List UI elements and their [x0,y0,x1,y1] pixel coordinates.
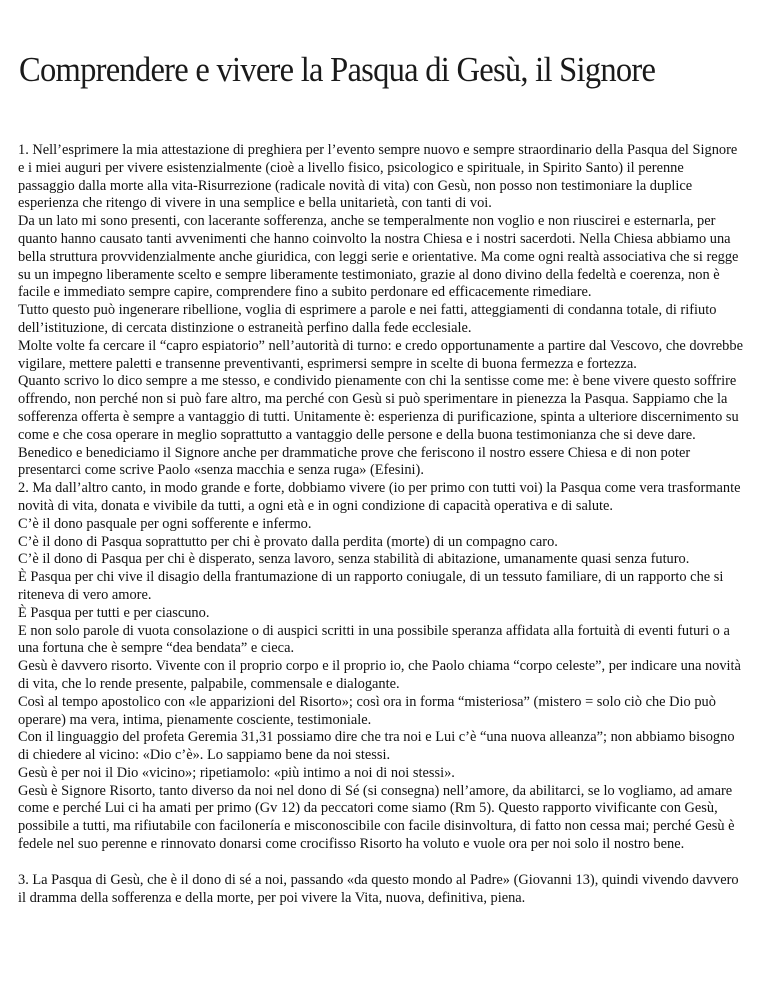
paragraph-14: Gesù è davvero risorto. Vivente con il proprio corpo e il proprio io, che Paolo chiama “corpo celeste”, per indicare una novità di vita, che lo rende presente, palpabile, commensale e dialogante. [18,658,741,692]
paragraph-gap [18,854,743,872]
paragraph-1: 1. Nell’esprimere la mia attestazione di preghiera per l’evento sempre nuovo e sempre straordinario della Pasqua del Signore e i miei auguri per vivere esistenzialmente (cioè a livello fisico, psicologico e spirituale, in Spirito Santo) il perenne passaggio dalla morte alla vita-Risurrezione (radicale novità di vita) con Gesù, non posso non testimoniare la duplice esperienza che ritengo di vivere in una semplice e bella unitarietà, con tanti di voi. [18,142,738,212]
document-body [18,142,743,907]
paragraph-8: C’è il dono pasquale per ogni sofferente e infermo. [18,515,312,532]
paragraph-7: 2. Ma dall’altro canto, in modo grande e forte, dobbiamo vivere (io per primo con tutti voi) la Pasqua come vera trasformante novità di vita, donata e vivibile da tutti, a ogni età e in ogni condizione di capacità operativa e di salute. [18,480,741,514]
document-title: Comprendere e vivere la Pasqua di Gesù, il Signore [19,50,656,89]
paragraph-17: Gesù è per noi il Dio «vicino»; ripetiamolo: «più intimo a noi di noi stessi». [18,764,455,781]
paragraph-11: È Pasqua per chi vive il disagio della frantumazione di un rapporto coniugale, di un tessuto familiare, di un rapporto che si riteneva di vero amore. [18,569,724,603]
paragraph-13: E non solo parole di vuota consolazione o di auspici scritti in una possibile speranza affidata alla fortuità di eventi futuri o a una fortuna che è sempre “dea bendata” e cieca. [18,622,730,657]
paragraph-18: Gesù è Signore Risorto, tanto diverso da noi nel dono di Sé (si consegna) nell’amore, da abilitarci, se lo vogliamo, ad amare come e perché Lui ci ha amati per primo (Gv 12) da peccatori come siamo (Rm 5). Questo rapporto vivificante con Gesù, possibile a tutti, ma rifiutabile con facilonería e misconoscibile con facile disinvoltura, di fatto non cessa mai; perché Gesù è fedele nel suo perenne e rinnovato donarsi come crocifisso Risorto ha voluto e vuole ora per noi solo il nostro bene. [18,782,735,853]
paragraph-9: C’è il dono di Pasqua soprattutto per chi è provato dalla perdita (morte) di un compagno caro. [18,533,558,550]
paragraph-10: C’è il dono di Pasqua per chi è disperato, senza lavoro, senza stabilità di abitazione, umanamente quasi senza futuro. [18,551,690,568]
paragraph-2: Da un lato mi sono presenti, con lacerante sofferenza, anche se temperalmente non voglio e non riuscirei e esternarla, per quanto hanno causato tanti avvenimenti che hanno coinvolto la nostra Chiesa e i nostri sacerdoti. Nella Chiesa abbiamo una bella struttura provvidenzialmente anche giuridica, con leggi serie e orientative. Ma come ogni realtà associativa che si regge su un impegno liberamente scelto e sempre liberamente testimoniato, grazie al dono divino della fedeltà e coerenza, non è facile e immediato sempre capire, comprendere fino a subito perdonare ed efficacemente rimediare. [18,213,739,301]
paragraph-16: Con il linguaggio del profeta Geremia 31,31 possiamo dire che tra noi e Lui c’è “una nuova alleanza”; non abbiamo bisogno di chiedere al vicino: «Dio c’è». Lo sappiamo bene da noi stessi. [18,729,735,764]
paragraph-4: Molte volte fa cercare il “capro espiatorio” nell’autorità di turno: e credo opportunamente a partire dal Vescovo, che dovrebbe vigilare, mettere paletti e transenne preventivanti, esprimersi sempre in scelte di buona fermezza e fortezza. [18,337,743,372]
paragraph-15: Così al tempo apostolico con «le apparizioni del Risorto»; così ora in forma “misteriosa” (mistero = solo ciò che Dio può operare) ma vera, intima, pienamente cosciente, testimoniale. [18,693,716,728]
paragraph-12: È Pasqua per tutti e per ciascuno. [18,604,210,621]
paragraph-6: Benedico e benediciamo il Signore anche per drammatiche prove che feriscono il nostro essere Chiesa e di non poter presentarci come scrive Paolo «senza macchia e senza ruga» (Efesini). [18,444,691,479]
paragraph-5: Quanto scrivo lo dico sempre a me stesso, e condivido pienamente con chi la sentisse come me: è bene vivere questo soffrire offrendo, non perché non si può fare altro, ma perché con Gesù si può sperimentare in pienezza la Pasqua. Sappiamo che la sofferenza offerta è sempre a vantaggio di tutti. Unitamente è: esperienza di purificazione, spinta a ulteriore discernimento su come e che cosa operare in meglio soprattutto a vantaggio delle persone e della buona testimonianza che si deve dare. [18,373,739,443]
paragraph-3: Tutto questo può ingenerare ribellione, voglia di esprimere a parole e nei fatti, atteggiamenti di condanna totale, di rifiuto dell’istituzione, di cercata distinzione o estraneità perfino dalla fede ecclesiale. [18,302,717,336]
paragraph-19: 3. La Pasqua di Gesù, che è il dono di sé a noi, passando «da questo mondo al Padre» (Giovanni 13), quindi vivendo davvero il dramma della sofferenza e della morte, per poi vivere la Vita, nuova, definitiva, piena. [18,871,739,906]
